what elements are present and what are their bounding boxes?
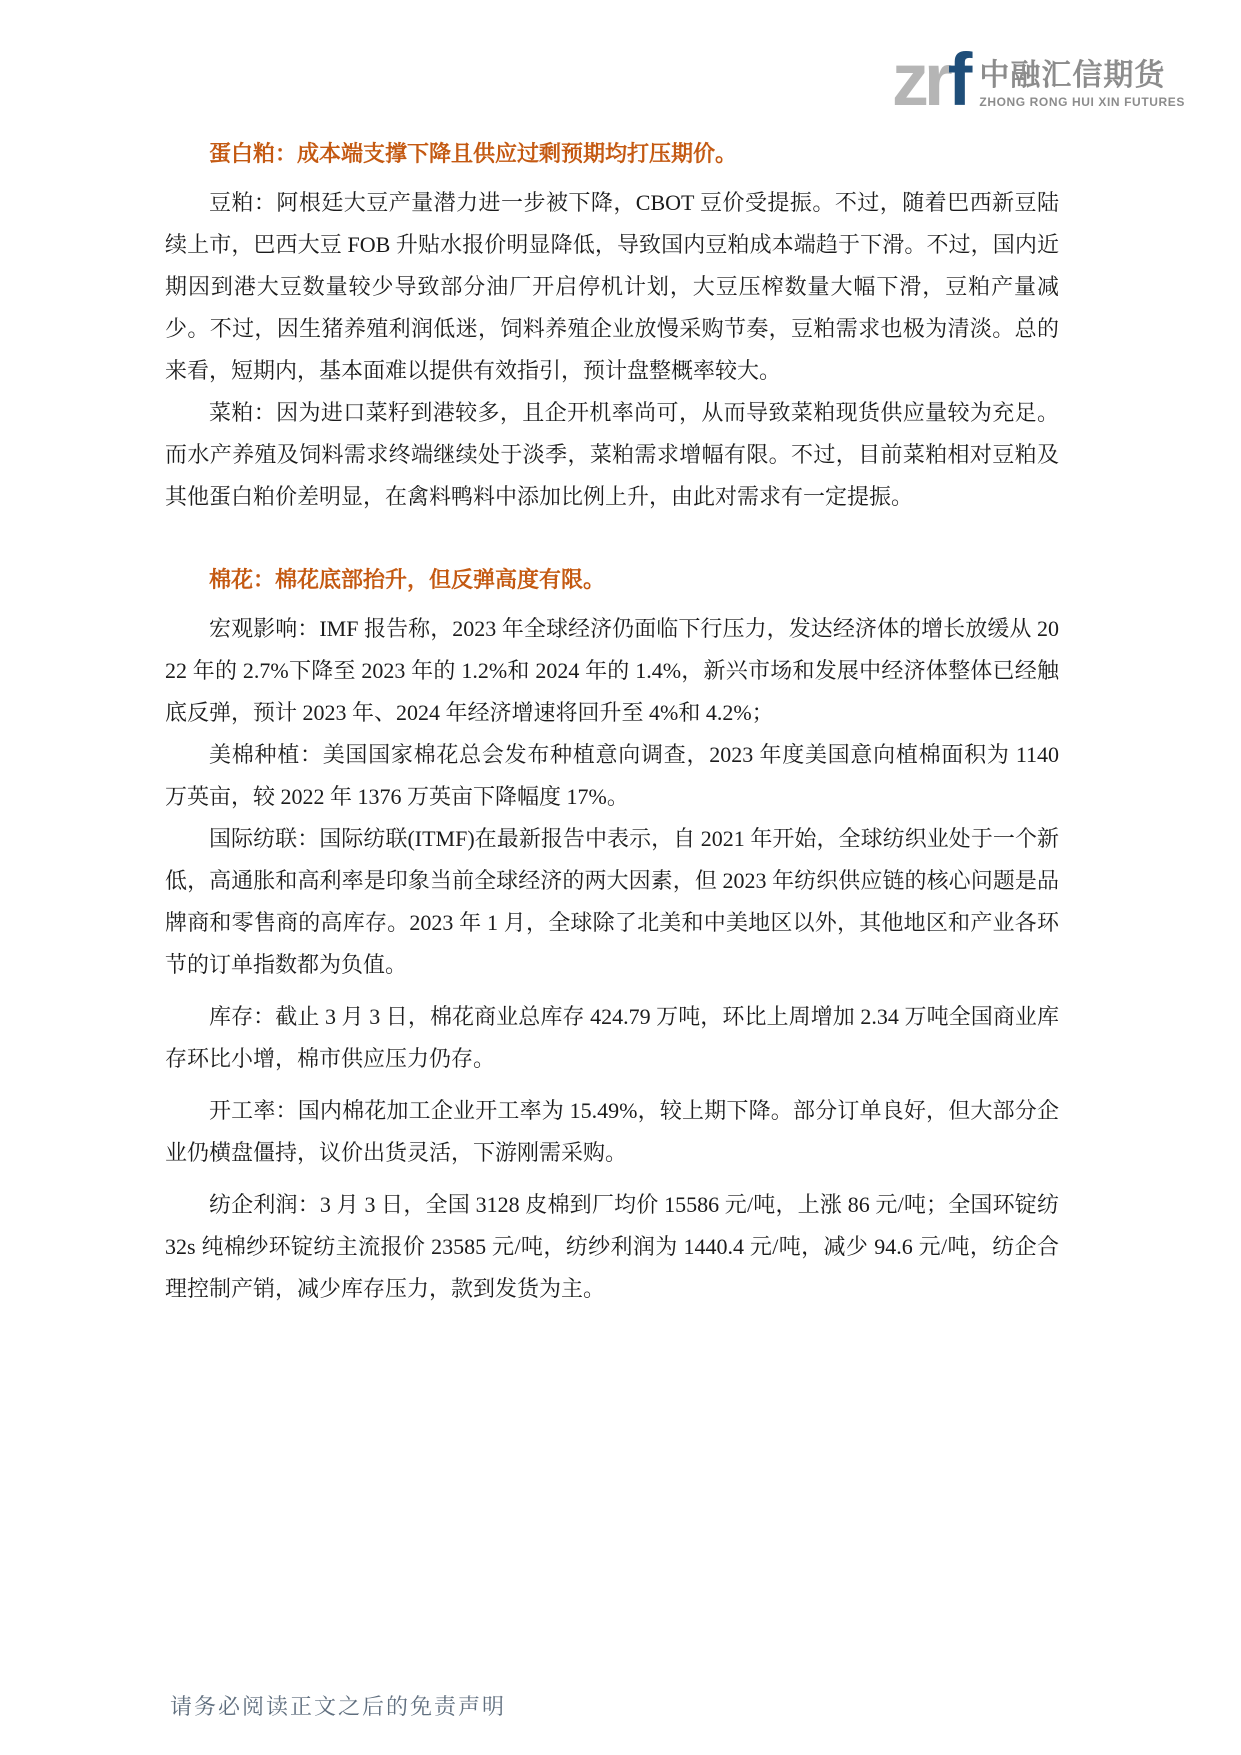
paragraph-inventory: 库存：截止 3 月 3 日，棉花商业总库存 424.79 万吨，环比上周增加 2.34 万吨全国商业库存环比小增，棉市供应压力仍存。 bbox=[165, 1004, 1059, 1071]
company-names bbox=[979, 59, 1185, 109]
disclaimer-text: 请务必阅读正文之后的免责声明 bbox=[170, 1694, 507, 1719]
paragraph-soybean-meal: 豆粕：阿根廷大豆产量潜力进一步被下降，CBOT 豆价受提振。不过，随着巴西新豆陆续上市，巴西大豆 FOB 升贴水报价明显降低，导致国内豆粕成本端趋于下滑。不过，国内近期因到港大豆数量较少导致部分油厂开启停机计划，大豆压榨数量大幅下滑，豆粕产量减少。不过，因生猪养殖利润低迷，饲料养殖企业放慢采购节奏，豆粕需求也极为清淡。总的来看，短期内，基本面难以提供有效指引，预计盘整概率较大。 bbox=[165, 190, 1059, 383]
logo-letter-r: r bbox=[923, 38, 948, 121]
paragraph-operating-rate: 开工率：国内棉花加工企业开工率为 15.49%，较上期下降。部分订单良好，但大部分企业仍横盘僵持，议价出货灵活，下游刚需采购。 bbox=[165, 1098, 1059, 1165]
paragraph-macro-impact: 宏观影响：IMF 报告称，2023 年全球经济仍面临下行压力，发达经济体的增长放缓从 2022 年的 2.7%下降至 2023 年的 1.2%和 2024 年的 1.4%，新兴市场和发展中经济体整体已经触底反弹，预计 2023 年、2024 年经济增速将回升至 4%和 4.2%； bbox=[165, 616, 1059, 725]
company-name-chinese: 中融汇信期货 bbox=[979, 58, 1166, 92]
paragraph-itmf: 国际纺联：国际纺联(ITMF)在最新报告中表示，自 2021 年开始，全球纺织业处于一个新低，高通胀和高利率是印象当前全球经济的两大因素，但 2023 年纺织供应链的核心问题是品牌商和零售商的高库存。2023 年 1 月，全球除了北美和中美地区以外，其他地区和产业各环节的订单指数都为负值。 bbox=[165, 826, 1059, 977]
company-name-english: ZHONG RONG HUI XIN FUTURES bbox=[979, 94, 1185, 109]
paragraph-rapeseed-meal: 菜粕：因为进口菜籽到港较多，且企开机率尚可，从而导致菜粕现货供应量较为充足。而水产养殖及饲料需求终端继续处于淡季，菜粕需求增幅有限。不过，目前菜粕相对豆粕及其他蛋白粕价差明显，在禽料鸭料中添加比例上升，由此对需求有一定提振。 bbox=[165, 400, 1059, 509]
paragraph-us-cotton-planting: 美棉种植：美国国家棉花总会发布种植意向调查，2023 年度美国意向植棉面积为 1140 万英亩，较 2022 年 1376 万英亩下降幅度 17%。 bbox=[165, 742, 1059, 809]
zrf-logo-icon bbox=[891, 38, 968, 121]
page-footer bbox=[170, 1690, 506, 1721]
report-body bbox=[165, 138, 1059, 1310]
logo-letter-z: z bbox=[891, 38, 924, 121]
section-heading-cotton: 棉花：棉花底部抬升，但反弹高度有限。 bbox=[209, 567, 606, 592]
section-heading-protein-meal: 蛋白粕：成本端支撑下降且供应过剩预期均打压期价。 bbox=[209, 141, 738, 166]
logo-letter-f: f bbox=[947, 38, 968, 121]
company-logo bbox=[891, 38, 1185, 121]
paragraph-spinning-profit: 纺企利润：3 月 3 日，全国 3128 皮棉到厂均价 15586 元/吨，上涨 86 元/吨；全国环锭纺 32s 纯棉纱环锭纺主流报价 23585 元/吨，纺纱利润为 1440.4 元/吨，减少 94.6 元/吨，纺企合理控制产销，减少库存压力，款到发货为主。 bbox=[165, 1192, 1059, 1301]
